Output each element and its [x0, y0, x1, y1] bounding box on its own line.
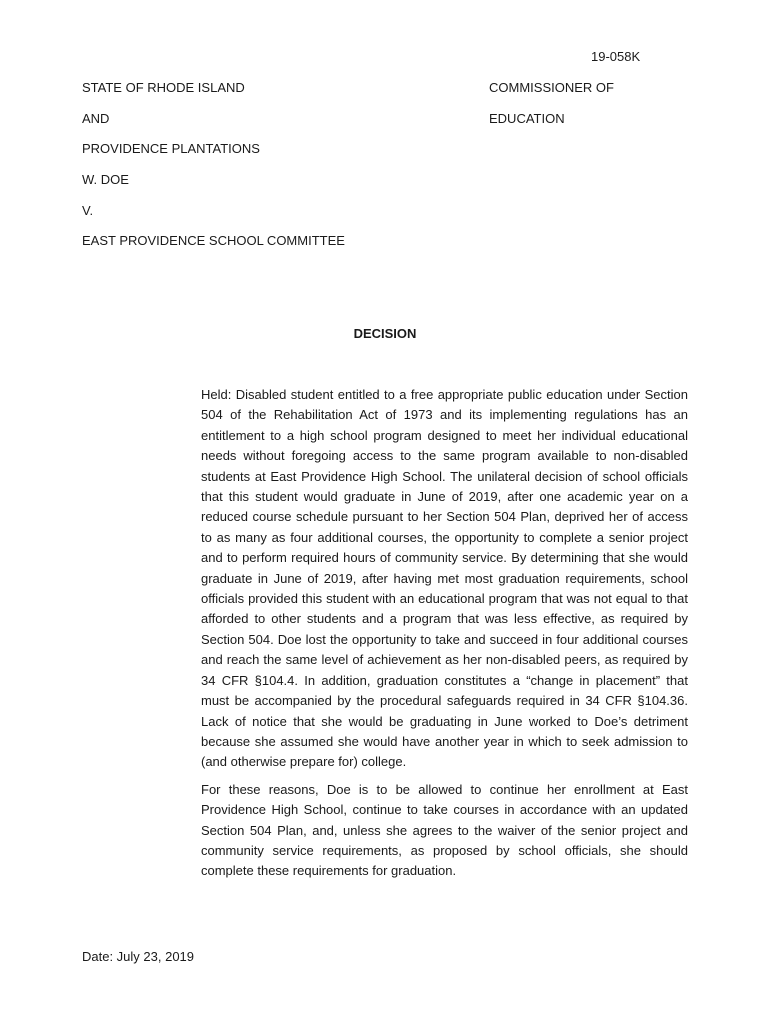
decision-date: Date: July 23, 2019 — [82, 949, 195, 964]
decision-title: DECISION — [353, 326, 417, 341]
held-paragraph: Held: Disabled student entitled to a free appropriate public education under Section 504 of the Rehabilitation Act of 1973 and its implementing regulations has an entitlement to a high school program designed to meet her individual educational needs without foregoing access to the same program available to non-disabled students at East Providence High School. The unilateral decision of school officials that this student would graduate in June of 2019, after one academic year on a reduced course schedule pursuant to her Section 504 Plan, deprived her of access to as many as four additional courses, the opportunity to complete a senior project and to perform required hours of community service. By determining that she would graduate in June of 2019, after having met most graduation requirements, school officials provided this student with an educational program that was not equal to that afforded to other students and a program that was less effective, as required by Section 504. Doe lost the opportunity to take and succeed in four additional courses and reach the same level of achievement as her non-disabled peers, as required by 34 CFR §104.4. In addition, graduation constitutes a “change in placement” that must be accompanied by the procedural safeguards required in 34 CFR §104.36. Lack of notice that she would be graduating in June worked to Doe’s detriment because she assumed she would have another year in which to seek admission to (and otherwise prepare for) college. — [201, 387, 688, 770]
caption-line-and: AND — [82, 111, 110, 126]
document-number: 19-058K — [591, 49, 641, 64]
caption-line-plantations: PROVIDENCE PLANTATIONS — [82, 141, 260, 156]
caption-line-respondent: EAST PROVIDENCE SCHOOL COMMITTEE — [82, 233, 345, 248]
caption-right-education: EDUCATION — [489, 111, 565, 126]
caption-line-petitioner: W. DOE — [82, 172, 129, 187]
held-paragraph: For these reasons, Doe is to be allowed to continue her enrollment at East Providence High School, continue to take courses in accordance with an updated Section 504 Plan, and, unless she agrees to the waiver of the senior project and community service requirements, as proposed by school officials, she should complete these requirements for graduation. — [201, 781, 688, 879]
caption-line-versus: V. — [82, 203, 94, 218]
held-summary — [201, 385, 688, 882]
caption-right-commissioner: COMMISSIONER OF — [489, 80, 614, 95]
caption-line-state: STATE OF RHODE ISLAND — [82, 80, 245, 95]
